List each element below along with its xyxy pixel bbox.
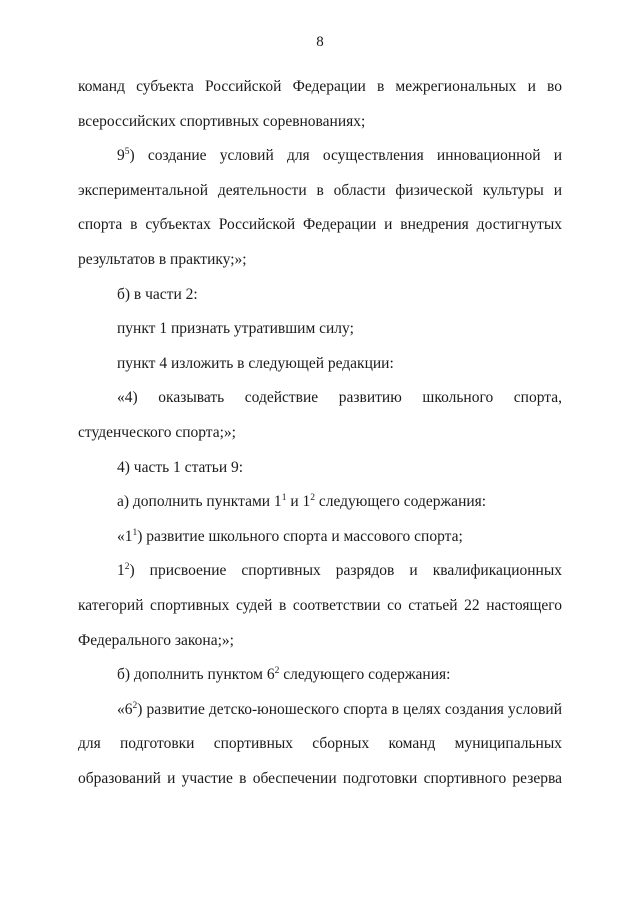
- text-span: ) присвоение спортивных разрядов и квалификационных: [129, 562, 562, 580]
- text-line: всероссийских спортивных соревнованиях;: [78, 112, 366, 130]
- text-span: 1: [117, 562, 125, 580]
- superscript: 2: [132, 700, 138, 711]
- text-line: пункт 4 изложить в следующей редакции:: [117, 354, 394, 372]
- text-line: Федерального закона;»;: [78, 631, 234, 649]
- text-span: следующего содержания:: [279, 666, 451, 684]
- text-line: результатов в практику;»;: [78, 250, 247, 268]
- text-span: ) развитие школьного спорта и массового спорта;: [137, 527, 463, 545]
- text-span: 9: [117, 147, 125, 165]
- superscript: 1: [281, 493, 287, 504]
- text-line: б) в части 2:: [117, 285, 198, 303]
- superscript: 2: [274, 666, 280, 677]
- text-line: экспериментальной деятельности в области физической культуры и: [78, 181, 562, 199]
- text-line: команд субъекта Российской Федерации в межрегиональных и во: [78, 78, 562, 95]
- document-body: [78, 70, 562, 796]
- text-span: а) дополнить пунктами 1: [117, 493, 282, 511]
- superscript: 2: [310, 493, 315, 504]
- text-line: [78, 139, 562, 174]
- text-span: ) развитие детско-юношеского спорта в целях создания условий: [137, 700, 562, 718]
- text-line: студенческого спорта;»;: [78, 423, 236, 441]
- text-line: категорий спортивных судей в соответствии со статьей 22 настоящего: [78, 596, 562, 614]
- text-line: спорта в субъектах Российской Федерации и внедрения достигнутых: [78, 216, 562, 234]
- superscript: 2: [124, 562, 130, 573]
- page-number: 8: [316, 34, 324, 50]
- superscript: 1: [132, 527, 138, 538]
- text-line: пункт 1 признать утратившим силу;: [117, 320, 354, 338]
- text-line: образований и участие в обеспечении подготовки спортивного резерва: [78, 769, 562, 787]
- text-span: «6: [117, 700, 133, 718]
- text-line: [78, 658, 562, 693]
- text-line: [78, 554, 562, 589]
- text-line: [78, 485, 562, 520]
- text-line: для подготовки спортивных сборных команд муниципальных: [78, 735, 562, 753]
- text-span: и 1: [286, 493, 311, 511]
- text-span: б) дополнить пунктом 6: [117, 666, 275, 684]
- text-span: «1: [117, 527, 133, 545]
- text-line: [78, 520, 562, 555]
- text-line: [78, 693, 562, 728]
- text-line: «4) оказывать содействие развитию школьного спорта,: [117, 389, 562, 407]
- text-line: 4) часть 1 статьи 9:: [117, 458, 244, 476]
- text-span: ) создание условий для осуществления инновационной и: [129, 147, 562, 165]
- superscript: 5: [124, 147, 130, 158]
- text-span: следующего содержания:: [314, 493, 487, 511]
